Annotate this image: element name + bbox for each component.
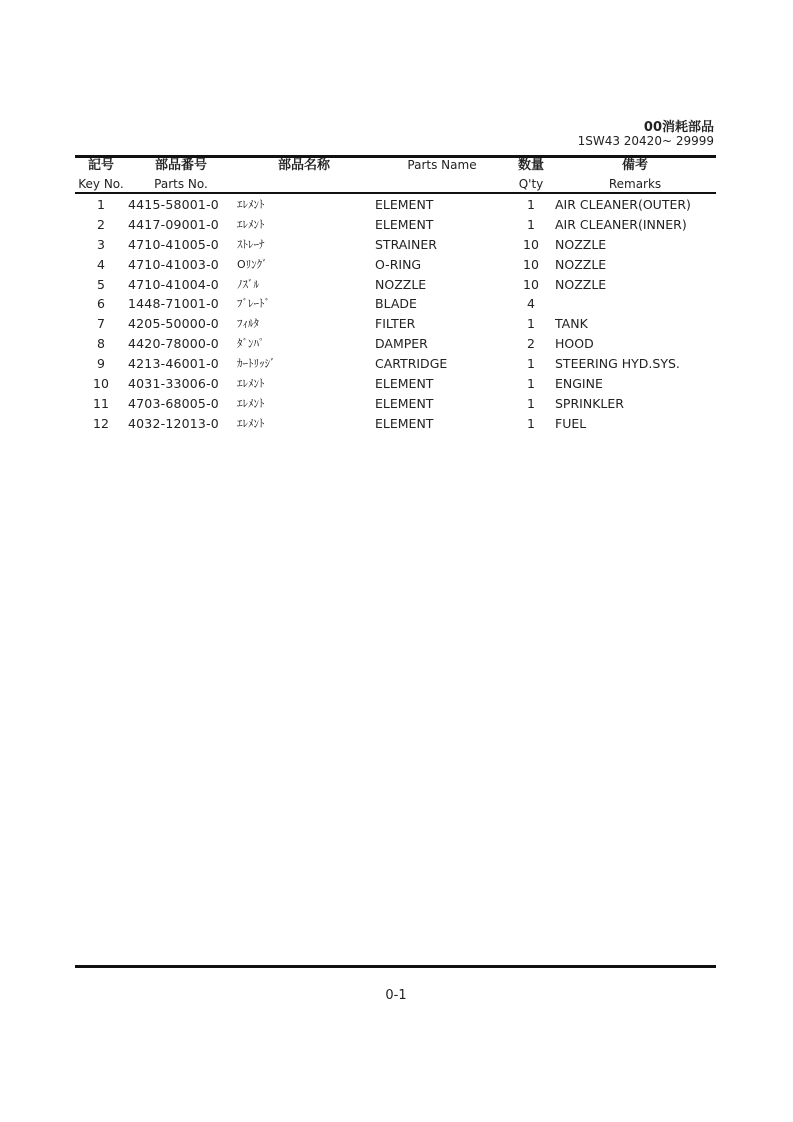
- part-number: 4213-46001-0: [128, 356, 219, 372]
- key-no: 11: [93, 395, 109, 411]
- part-name-jp: ﾉｽﾞﾙ: [237, 277, 259, 291]
- key-no: 12: [93, 415, 109, 431]
- remarks: STEERING HYD.SYS.: [555, 356, 680, 372]
- part-name: DAMPER: [375, 336, 428, 352]
- part-name-jp: ｴﾚﾒﾝﾄ: [237, 416, 265, 430]
- part-name-jp: ｶｰﾄﾘｯｼﾞ: [237, 357, 276, 371]
- remarks: ENGINE: [555, 376, 603, 392]
- part-name: CARTRIDGE: [375, 356, 448, 372]
- quantity: 1: [527, 415, 535, 431]
- table-row: [0, 414, 793, 434]
- col-qty-en: Q'ty: [518, 177, 544, 191]
- section-title: 00消耗部品: [643, 120, 714, 135]
- col-partname-jp: 部品名称: [277, 158, 331, 173]
- part-name: ELEMENT: [375, 216, 434, 232]
- remarks: TANK: [555, 316, 588, 332]
- quantity: 10: [523, 276, 539, 292]
- key-no: 10: [93, 376, 109, 392]
- table-row: [0, 334, 793, 354]
- table-row: [0, 195, 793, 215]
- serial-range: 1SW43 20420~ 29999: [577, 134, 714, 148]
- part-name-jp: ｴﾚﾒﾝﾄ: [237, 396, 265, 410]
- quantity: 1: [527, 197, 535, 212]
- col-partno-en: Parts No.: [154, 177, 208, 191]
- part-name: STRAINER: [375, 236, 437, 252]
- key-no: 3: [97, 236, 105, 252]
- part-name-jp: ｽﾄﾚｰﾅ: [237, 237, 265, 251]
- remarks: FUEL: [555, 415, 587, 431]
- table-row: [0, 394, 793, 414]
- quantity: 1: [527, 395, 535, 411]
- part-number: 4032-12013-0: [128, 415, 219, 431]
- part-name-jp: ｴﾚﾒﾝﾄ: [237, 198, 265, 211]
- part-number: 4205-50000-0: [128, 316, 219, 332]
- col-remarks-en: Remarks: [608, 177, 662, 191]
- quantity: 10: [523, 236, 539, 252]
- col-key-jp: 記号: [87, 158, 115, 173]
- key-no: 4: [97, 256, 105, 272]
- col-remarks-jp: 備考: [621, 158, 649, 173]
- part-number: 4031-33006-0: [128, 376, 219, 392]
- parts-table-body: [0, 195, 793, 434]
- quantity: 2: [527, 336, 535, 352]
- col-key-en: Key No.: [78, 177, 124, 191]
- remarks: NOZZLE: [555, 236, 607, 252]
- part-name-jp: ﾌｨﾙﾀ: [237, 317, 259, 331]
- part-number: 4420-78000-0: [128, 336, 219, 352]
- remarks: SPRINKLER: [555, 395, 624, 411]
- part-name: BLADE: [375, 296, 417, 312]
- table-row: [0, 294, 793, 314]
- part-name-jp: ｴﾚﾒﾝﾄ: [237, 217, 265, 231]
- table-row: [0, 314, 793, 334]
- part-number: 4703-68005-0: [128, 395, 219, 411]
- quantity: 1: [527, 376, 535, 392]
- part-name: ELEMENT: [375, 197, 434, 212]
- part-number: 4710-41003-0: [128, 256, 219, 272]
- part-number: 4710-41004-0: [128, 276, 219, 292]
- table-row: [0, 255, 793, 275]
- quantity: 1: [527, 316, 535, 332]
- table-row: [0, 275, 793, 295]
- quantity: 4: [527, 296, 535, 312]
- quantity: 1: [527, 216, 535, 232]
- key-no: 7: [97, 316, 105, 332]
- part-name-jp: ｴﾚﾒﾝﾄ: [237, 377, 265, 391]
- footer-rule: [75, 965, 716, 968]
- table-header-rule: [75, 192, 716, 194]
- part-name: ELEMENT: [375, 376, 434, 392]
- table-row: [0, 354, 793, 374]
- key-no: 6: [97, 296, 105, 312]
- part-name: FILTER: [375, 316, 416, 332]
- col-qty-jp: 数量: [517, 158, 545, 173]
- remarks: HOOD: [555, 336, 594, 352]
- remarks: NOZZLE: [555, 256, 607, 272]
- col-partno-jp: 部品番号: [154, 158, 208, 173]
- table-row: [0, 235, 793, 255]
- key-no: 1: [97, 197, 105, 212]
- remarks: NOZZLE: [555, 276, 607, 292]
- table-row: [0, 215, 793, 235]
- quantity: 10: [523, 256, 539, 272]
- key-no: 8: [97, 336, 105, 352]
- part-name-jp: ﾀﾞﾝﾊﾟ: [237, 337, 265, 351]
- part-name: NOZZLE: [375, 276, 427, 292]
- part-number: 1448-71001-0: [128, 296, 219, 312]
- key-no: 2: [97, 216, 105, 232]
- part-number: 4417-09001-0: [128, 216, 219, 232]
- remarks: AIR CLEANER(INNER): [555, 216, 687, 232]
- remarks: AIR CLEANER(OUTER): [555, 197, 691, 212]
- key-no: 5: [97, 276, 105, 292]
- key-no: 9: [97, 356, 105, 372]
- part-name: ELEMENT: [375, 415, 434, 431]
- part-name-jp: ﾌﾞﾚｰﾄﾞ: [237, 297, 270, 311]
- part-number: 4415-58001-0: [128, 197, 219, 212]
- quantity: 1: [527, 356, 535, 372]
- part-name-jp: Oﾘﾝｸﾞ: [237, 257, 268, 271]
- page-number: 0-1: [385, 988, 407, 1003]
- col-partname-en: Parts Name: [407, 158, 477, 172]
- part-name: O-RING: [375, 256, 422, 272]
- part-name: ELEMENT: [375, 395, 434, 411]
- table-row: [0, 374, 793, 394]
- part-number: 4710-41005-0: [128, 236, 219, 252]
